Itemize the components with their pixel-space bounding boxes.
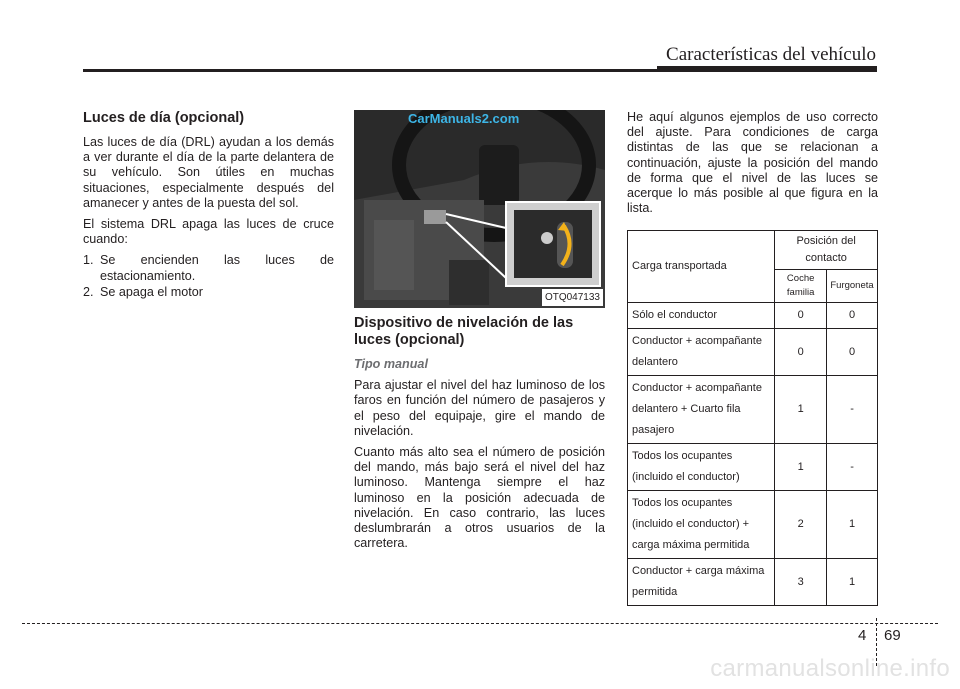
site-watermark: carmanualsonline.info	[710, 655, 950, 682]
paragraph: Para ajustar el nivel del haz luminoso de los faros en función del número de pasajeros y el peso del equipaje, gire el mando de nivelación.	[354, 378, 605, 438]
list-item: 1. Se encienden las luces de estacionamiento.	[83, 253, 334, 283]
section-number: 4	[858, 627, 867, 644]
footer-rule	[22, 623, 938, 624]
paragraph: He aquí algunos ejemplos de uso correcto del ajuste. Para condiciones de carga distintas de las que se relacionan a continuación, ajuste la posición del mando de forma que el nivel de las luces se acerque lo más posible al que figura en la lista.	[627, 110, 878, 216]
watermark: CarManuals2.com	[408, 111, 520, 126]
image-code: OTQ047133	[542, 289, 603, 306]
paragraph: Las luces de día (DRL) ayudan a los demás a ver durante el día de la parte delantera de su vehículo. Son útiles en muchas situaciones, especialmente después del amanecer y antes de la puesta del sol.	[83, 135, 334, 210]
header-position: Posición del contacto	[775, 231, 878, 270]
page-number: 69	[884, 627, 901, 644]
table-row: Todos los ocupantes (incluido el conductor) 1 -	[628, 444, 878, 491]
dashboard-photo	[354, 110, 605, 308]
running-header-title: Características del vehículo	[666, 44, 876, 65]
header-load: Carga transportada	[628, 231, 775, 303]
drl-conditions-list	[83, 253, 334, 300]
leveling-switch-illustration	[354, 110, 605, 308]
header-rule-accent	[657, 66, 877, 72]
table-row: Conductor + carga máxima permitida 3 1	[628, 559, 878, 606]
header-family: Coche familia	[775, 270, 827, 303]
paragraph: Cuanto más alto sea el número de posición del mando, más bajo será el nivel del haz luminoso. Mantenga siempre el haz luminoso en la posición adecuada de nivelación. En caso contrario, las luces deslumbrarán a otros usuarios de la carretera.	[354, 445, 605, 551]
column-examples	[627, 110, 878, 222]
paragraph: El sistema DRL apaga las luces de cruce cuando:	[83, 217, 334, 247]
table-row: Conductor + acompañante delantero + Cuarto fila pasajero 1 -	[628, 376, 878, 444]
leveling-table	[627, 230, 878, 606]
table-row: Todos los ocupantes (incluido el conductor) + carga máxima permitida 2 1	[628, 491, 878, 559]
column-drl	[83, 110, 334, 301]
header-van: Furgoneta	[827, 270, 878, 303]
section-heading-drl: Luces de día (opcional)	[83, 110, 245, 126]
section-heading-leveling: Dispositivo de nivelación de las luces (opcional)	[354, 315, 574, 348]
table-row: Sólo el conductor 0 0	[628, 303, 878, 329]
table-row: Conductor + acompañante delantero 0 0	[628, 329, 878, 376]
list-item: 2. Se apaga el motor	[83, 284, 203, 299]
subheading-manual: Tipo manual	[354, 357, 428, 371]
table-header-row	[628, 231, 878, 270]
column-leveling	[354, 110, 605, 557]
